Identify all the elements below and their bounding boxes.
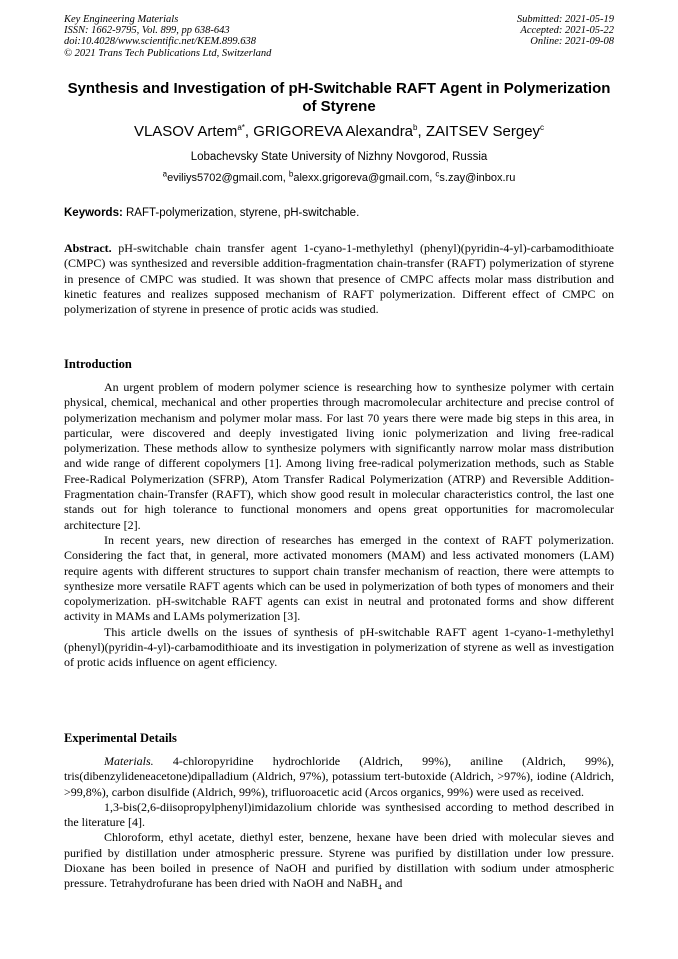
paragraph: This article dwells on the issues of synthesis of pH-switchable RAFT agent 1-cyano-1-methylethyl (phenyl)(pyridin-4-yl)-carbamodithioate and its investigation in polymerization of styrene as well as investigation of protic acids influence on agent efficiency. — [64, 624, 614, 670]
materials-text: 4-chloropyridine hydrochloride (Aldrich, 99%), aniline (Aldrich, 99%), tris(dibenzylideneacetone)dipalladium (Aldrich, 97%), potassium tert-butoxide (Aldrich, >97%), iodine (Aldrich, >99,8%), carbon disulfide (Aldrich, 99%), trifluoroacetic acid (Arcos organics, 99%) were used as received. — [64, 754, 614, 799]
issn-line: ISSN: 1662-9795, Vol. 899, pp 638-643 — [64, 25, 230, 37]
author-marker: c — [540, 123, 545, 132]
paragraph: An urgent problem of modern polymer science is researching how to synthesize polymer with certain physical, chemical, mechanical and other properties through macromolecular architecture and precise control of polymerization mechanism and polymer molar mass. For last 70 years there were made big steps in this area, in particular, were discovered and deeply investigated living ionic polymerization and living free-radical polymerization. These methods allow to synthesize polymers with significantly narrow molar mass distribution and wide range of different copolymers [1]. Among living free-radical polymerization methods, such as Stable Free-Radical Polymerization (SFRP), Atom Transfer Radical Polymerization (ATRP) and Reversible Addition-Fragmentation chain-Transfer (RAFT), which show good result in molecular characteristics control, the last one stands out for high tolerance to functional monomers and opens great opportunities for macromolecular architecture [2]. — [64, 380, 614, 532]
email-marker: b — [288, 169, 294, 179]
email-marker: a — [162, 169, 168, 179]
author-name: ZAITSEV Sergey — [425, 123, 541, 140]
author-list: VLASOV Artem$^{a*}$, GRIGOREVA Alexandra$^b$, ZAITSEV Sergey$^c$ — [133, 123, 545, 140]
introduction-heading: Introduction — [64, 357, 132, 371]
paragraph: 1,3-bis(2,6-diisopropylphenyl)imidazolium chloride was synthesised according to method described in the literature [4]. — [64, 799, 614, 830]
submission-dates — [517, 14, 614, 48]
keywords-text: RAFT-polymerization, styrene, pH-switchable. — [126, 207, 360, 219]
author-name: GRIGOREVA Alexandra — [253, 123, 414, 140]
email-address: alexx.grigoreva@gmail.com — [293, 172, 430, 184]
experimental-heading: Experimental Details — [64, 731, 177, 745]
author-marker: b — [413, 123, 418, 132]
submitted-date: Submitted: 2021-05-19 — [516, 14, 614, 25]
journal-info — [64, 14, 271, 59]
paper-title: Synthesis and Investigation of pH-Switchable RAFT Agent in Polymerization of Styrene — [67, 80, 611, 115]
materials-label: Materials. — [104, 754, 154, 768]
email-list: $^a$eviliys5702@gmail.com, $^b$alexx.grigoreva@gmail.com, $^c$s.zay@inbox.ru — [162, 169, 516, 184]
email-address: s.zay@inbox.ru — [439, 172, 516, 184]
paragraph — [64, 754, 614, 800]
accepted-date: Accepted: 2021-05-22 — [520, 25, 614, 37]
affiliation: Lobachevsky State University of Nizhny Novgorod, Russia — [190, 151, 488, 163]
paragraph: In recent years, new direction of researches has emerged in the context of RAFT polymerization. Considering the fact that, in general, more activated monomers (MAM) and less activated monomers (LAM) require agents with different structures to support chain transfer mechanism of reaction, there were attempts to synthesize more versatile RAFT agents which can be used in polymerization of both types of monomers and their copolymerization. pH-switchable RAFT agents can exist in neutral and protonated forms and show different activity in MAMs and LAMs polymerization [3]. — [64, 532, 614, 624]
keywords-label: Keywords: — [64, 207, 123, 219]
online-date: Online: 2021-09-08 — [530, 36, 614, 48]
email-address: eviliys5702@gmail.com — [167, 172, 283, 184]
author-name: VLASOV Artem — [133, 123, 238, 140]
introduction-body — [64, 380, 614, 671]
email-marker: c — [435, 169, 440, 179]
abstract-text: pH-switchable chain transfer agent 1-cyano-1-methylethyl (phenyl)(pyridin-4-yl)-carbamodithioate (CMPC) was synthesized and reversible addition-fragmentation chain-transfer (RAFT) polymerization of styrene in presence of CMPC was studied. It was shown that presence of CMPC affects molar mass distribution and kinetic features and realizes supposed mechanism of RAFT polymerization. Different effect of CMPC on polymerization of styrene in presence of protic acids was studied. — [64, 241, 614, 317]
abstract — [64, 241, 614, 317]
author-marker: a* — [237, 123, 245, 132]
abstract-label: Abstract. — [64, 241, 112, 255]
paragraph: Chloroform, ethyl acetate, diethyl ester, benzene, hexane have been dried with molecular sieves and purified by distillation under atmospheric pressure. Styrene was purified by distillation under low pressure. Dioxane has been boiled in presence of NaOH and purified by distillation with sodium under atmospheric pressure. Tetrahydrofurane has been dried with NaOH and NaBH₄ and — [64, 830, 614, 891]
keywords — [64, 206, 614, 220]
doi-line: doi:10.4028/www.scientific.net/KEM.899.638 — [64, 36, 256, 48]
copyright-line: © 2021 Trans Tech Publications Ltd, Switzerland — [64, 47, 272, 59]
journal-name: Key Engineering Materials — [64, 14, 179, 25]
experimental-body — [64, 754, 614, 892]
